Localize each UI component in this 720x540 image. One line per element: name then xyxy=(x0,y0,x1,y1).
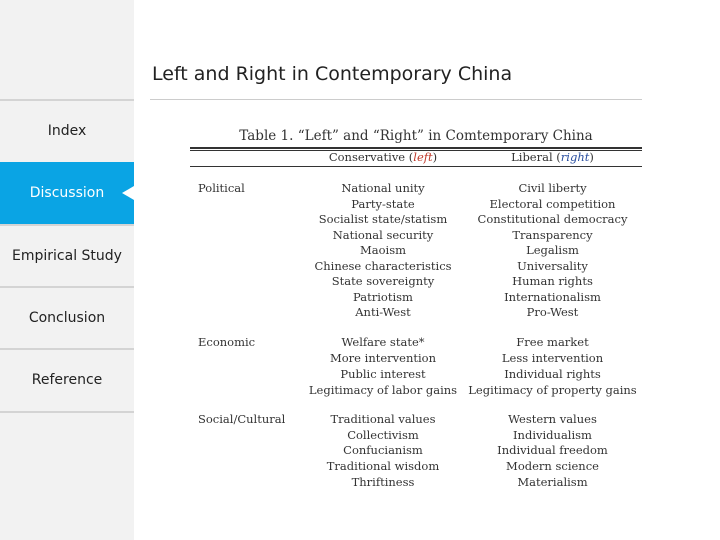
category-label: Economic xyxy=(198,335,256,349)
sidebar-item-conclusion[interactable] xyxy=(0,287,134,349)
table-figure xyxy=(190,126,642,496)
table-cell: Individualism xyxy=(513,428,592,442)
table-cell: Socialist state/statism xyxy=(318,212,448,226)
table-header-rule xyxy=(190,166,642,167)
table-cell: Traditional values xyxy=(330,412,436,426)
header-liberal-label: Liberal xyxy=(511,150,553,164)
table-cell: National unity xyxy=(341,181,425,195)
header-left-tag: left xyxy=(413,150,433,164)
title-divider xyxy=(150,99,642,100)
sidebar-item-label: Discussion xyxy=(29,185,105,201)
table-cell: Western values xyxy=(508,412,597,426)
table-cell: Civil liberty xyxy=(518,181,587,195)
header-liberal: Liberal (right) xyxy=(511,150,594,164)
header-conservative-label: Conservative xyxy=(328,150,406,164)
header-right-tag: right xyxy=(560,150,590,164)
category-label: Social/Cultural xyxy=(198,412,286,426)
sidebar-item-label: Index xyxy=(47,123,87,139)
table-cell: Welfare state* xyxy=(341,335,425,349)
table-caption: Table 1. “Left” and “Right” in Comtemporary China xyxy=(239,128,593,144)
table-cell: Constitutional democracy xyxy=(477,212,628,226)
sidebar-item-label: Empirical Study xyxy=(12,248,122,264)
table-cell: Public interest xyxy=(340,367,426,381)
sidebar-item-label: Conclusion xyxy=(28,310,106,326)
slide-title: Left and Right in Contemporary China xyxy=(152,63,513,85)
active-pointer-icon xyxy=(122,186,134,200)
table-cell: Electoral competition xyxy=(489,197,616,211)
table-cell: Legalism xyxy=(526,243,579,257)
table-cell: National security xyxy=(332,228,434,242)
sidebar-item-reference[interactable] xyxy=(0,349,134,411)
table-top-rule xyxy=(190,147,642,149)
sidebar-item-index[interactable] xyxy=(0,100,134,162)
table-cell: Traditional wisdom xyxy=(326,459,440,473)
sidebar-item-discussion[interactable] xyxy=(0,162,134,224)
table-cell: Human rights xyxy=(512,274,593,288)
table-cell: Party-state xyxy=(351,197,415,211)
table-cell: Confucianism xyxy=(343,443,423,457)
table-cell: Modern science xyxy=(506,459,599,473)
table-cell: Legitimacy of labor gains xyxy=(308,383,458,397)
table-cell: Chinese characteristics xyxy=(314,259,452,273)
header-conservative: Conservative (left) xyxy=(328,150,438,164)
sidebar-item-empirical-study[interactable] xyxy=(0,225,134,287)
table-cell: Less intervention xyxy=(501,351,604,365)
table-cell: Thriftiness xyxy=(351,475,415,489)
table-cell: Anti-West xyxy=(355,305,411,319)
table-cell: Maoism xyxy=(359,243,407,257)
sidebar-nav xyxy=(0,0,134,540)
table-cell: Universality xyxy=(517,259,588,273)
table-cell: More intervention xyxy=(329,351,436,365)
table-cell: State sovereignty xyxy=(331,274,435,288)
table-cell: Pro-West xyxy=(526,305,579,319)
nav-divider xyxy=(0,411,134,413)
table-cell: Collectivism xyxy=(347,428,419,442)
table-cell: Free market xyxy=(516,335,589,349)
table-cell: Patriotism xyxy=(353,290,413,304)
category-label: Political xyxy=(198,181,245,195)
table-cell: Legitimacy of property gains xyxy=(468,383,637,397)
table-cell: Individual rights xyxy=(504,367,601,381)
table-cell: Individual freedom xyxy=(497,443,608,457)
table-cell: Internationalism xyxy=(504,290,601,304)
table-cell: Materialism xyxy=(517,475,588,489)
table-cell: Transparency xyxy=(512,228,593,242)
sidebar-item-label: Reference xyxy=(31,372,103,388)
